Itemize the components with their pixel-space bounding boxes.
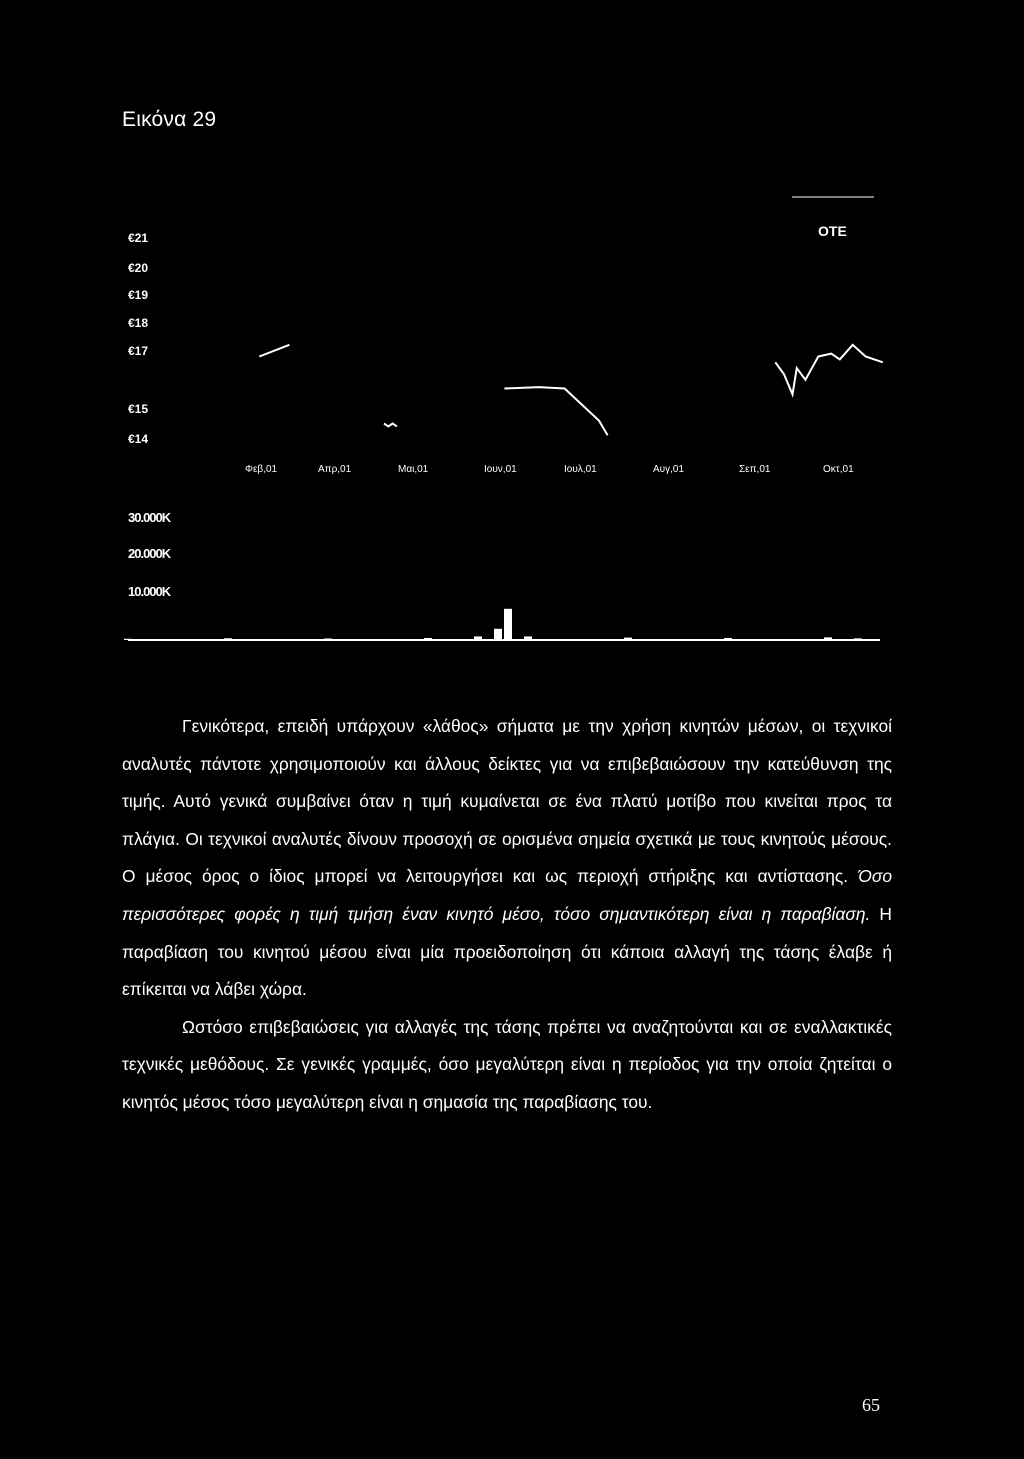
volume-y-tick-label: 10.000K <box>128 584 171 599</box>
x-tick-label: Ιουλ,01 <box>564 464 597 475</box>
volume-bar <box>224 638 232 640</box>
paragraph-1-italic: Όσο περισσότερες φορές η τιμή τμήση έναν κινητό μέσο, τόσο σημαντικότερη είναι η παραβίαση. <box>122 866 892 924</box>
volume-y-tick-label: 30.000K <box>128 510 171 525</box>
volume-y-tick-label: 20.000K <box>128 546 171 561</box>
price-line-segment <box>384 424 397 427</box>
volume-bars <box>124 609 862 640</box>
price-chart <box>128 197 883 475</box>
volume-bar <box>124 639 132 640</box>
y-tick-label: €14 <box>128 432 149 446</box>
paragraph-1-part-2: Η παραβίαση του κινητού μέσου είναι μία προειδοποίηση ότι κάποια αλλαγή της τάσης έλαβε ή επίκειται να λάβει χώρα. <box>122 903 892 1000</box>
price-x-ticks <box>245 464 854 475</box>
volume-bar <box>724 638 732 640</box>
y-tick-label: €20 <box>128 261 149 275</box>
x-tick-label: Ιουν,01 <box>484 464 517 475</box>
volume-bar <box>524 636 532 640</box>
legend-label: ΟΤΕ <box>818 223 847 239</box>
paragraph-1-part-1: Γενικότερα, επειδή υπάρχουν «λάθος» σήματα με την χρήση κινητών μέσων, οι τεχνικοί αναλυτές πάντοτε χρησιμοποιούν και άλλους δείκτες για να επιβεβαιώσουν την κατεύθυνση της τιμής. Αυτό γενικά συμβαίνει όταν η τιμή κυμαίνεται σε ένα πλατύ μοτίβο που κινείται προς τα πλάγια. Οι τεχνικοί αναλυτές δίνουν προσοχή σε ορισμένα σημεία σχετικά με τους κινητούς μέσους. Ο μέσος όρος ο ίδιος μπορεί να λειτουργήσει και ως περιοχή στήριξης και αντίστασης. <box>122 716 892 887</box>
volume-chart <box>124 510 880 640</box>
volume-bar <box>824 637 832 640</box>
paragraph-2: Ωστόσο επιβεβαιώσεις για αλλαγές της τάσης πρέπει να αναζητούνται και σε εναλλακτικές τεχνικές μεθόδους. Σε γενικές γραμμές, όσο μεγαλύτερη είναι η περίοδος για την οποία ζητείται ο κινητός μέσος τόσο μεγαλύτερη είναι η σημασία της παραβίασης του. <box>122 1016 892 1112</box>
x-tick-label: Μαι,01 <box>398 464 429 475</box>
volume-bar <box>624 638 632 640</box>
volume-bar <box>854 638 862 640</box>
y-tick-label: €21 <box>128 231 149 245</box>
y-tick-label: €17 <box>128 344 149 358</box>
price-series <box>259 345 883 435</box>
volume-bar <box>474 636 482 640</box>
figure-title: Εικόνα 29 <box>122 108 217 131</box>
figure-chart <box>0 0 1024 680</box>
volume-bar <box>324 639 332 641</box>
x-tick-label: Σεπ,01 <box>739 464 771 475</box>
y-tick-label: €18 <box>128 316 149 330</box>
price-line-segment <box>775 345 883 395</box>
price-y-ticks <box>128 231 148 446</box>
x-tick-label: Φεβ,01 <box>245 464 278 475</box>
y-tick-label: €15 <box>128 402 149 416</box>
price-line-segment <box>504 387 607 435</box>
page-number: 65 <box>862 1395 880 1415</box>
x-tick-label: Απρ,01 <box>318 464 352 475</box>
x-tick-label: Αυγ,01 <box>653 464 685 475</box>
y-tick-label: €19 <box>128 288 149 302</box>
volume-bar <box>504 609 512 640</box>
x-tick-label: Οκτ,01 <box>823 464 854 475</box>
volume-bar <box>494 629 502 640</box>
price-line-segment <box>259 345 289 357</box>
volume-bar <box>424 638 432 640</box>
body-text <box>122 708 892 1122</box>
